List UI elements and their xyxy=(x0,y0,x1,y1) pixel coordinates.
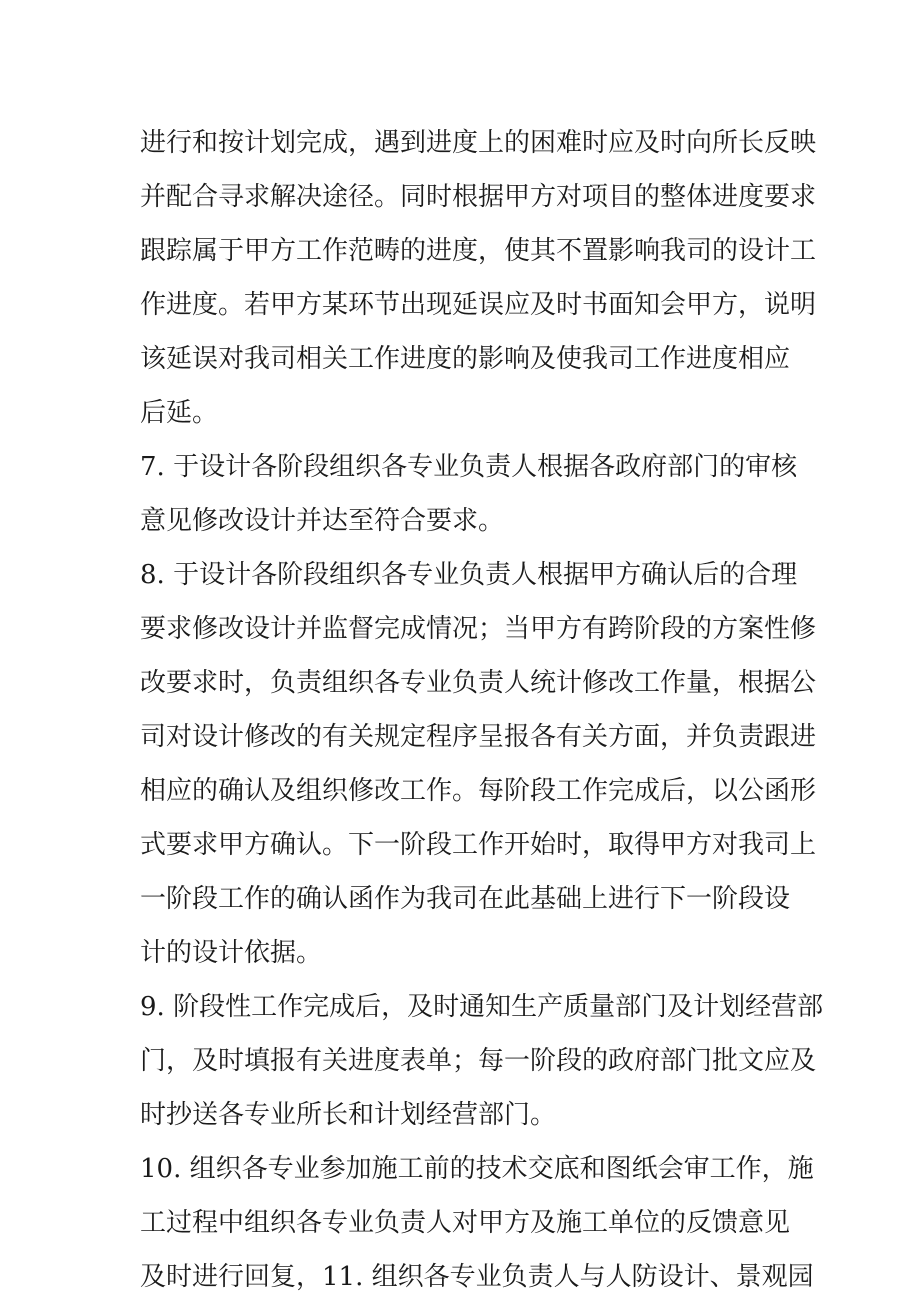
text-line: 意见修改设计并达至符合要求。 xyxy=(140,506,505,536)
text-line: 10. 组织各专业参加施工前的技术交底和图纸会审工作，施 xyxy=(140,1154,814,1184)
text-line: 时抄送各专业所长和计划经营部门。 xyxy=(140,1100,557,1130)
text-line: 工过程中组织各专业负责人对甲方及施工单位的反馈意见 xyxy=(140,1208,791,1238)
text-line: 及时进行回复，11. 组织各专业负责人与人防设计、景观园 xyxy=(140,1262,814,1292)
text-line: 相应的确认及组织修改工作。每阶段工作完成后，以公函形 xyxy=(140,776,817,806)
text-line: 8. 于设计各阶段组织各专业负责人根据甲方确认后的合理 xyxy=(140,560,798,590)
text-line: 9. 阶段性工作完成后，及时通知生产质量部门及计划经营部 xyxy=(140,992,824,1022)
text-line: 改要求时，负责组织各专业负责人统计修改工作量，根据公 xyxy=(140,668,817,698)
text-line: 一阶段工作的确认函作为我司在此基础上进行下一阶段设 xyxy=(140,884,791,914)
body-text xyxy=(140,116,824,1304)
text-line: 门，及时填报有关进度表单；每一阶段的政府部门批文应及 xyxy=(140,1046,817,1076)
text-line: 并配合寻求解决途径。同时根据甲方对项目的整体进度要求 xyxy=(140,182,817,212)
text-line: 式要求甲方确认。下一阶段工作开始时，取得甲方对我司上 xyxy=(140,830,817,860)
text-line: 进行和按计划完成，遇到进度上的困难时应及时向所长反映 xyxy=(140,128,817,158)
text-line: 要求修改设计并监督完成情况；当甲方有跨阶段的方案性修 xyxy=(140,614,817,644)
text-line: 作进度。若甲方某环节出现延误应及时书面知会甲方，说明 xyxy=(140,290,817,320)
text-line: 该延误对我司相关工作进度的影响及使我司工作进度相应 xyxy=(140,344,791,374)
text-line: 司对设计修改的有关规定程序呈报各有关方面，并负责跟进 xyxy=(140,722,817,752)
text-line: 跟踪属于甲方工作范畴的进度，使其不置影响我司的设计工 xyxy=(140,236,817,266)
text-line: 计的设计依据。 xyxy=(140,938,323,968)
text-line: 后延。 xyxy=(140,398,219,428)
text-line: 7. 于设计各阶段组织各专业负责人根据各政府部门的审核 xyxy=(140,452,798,482)
